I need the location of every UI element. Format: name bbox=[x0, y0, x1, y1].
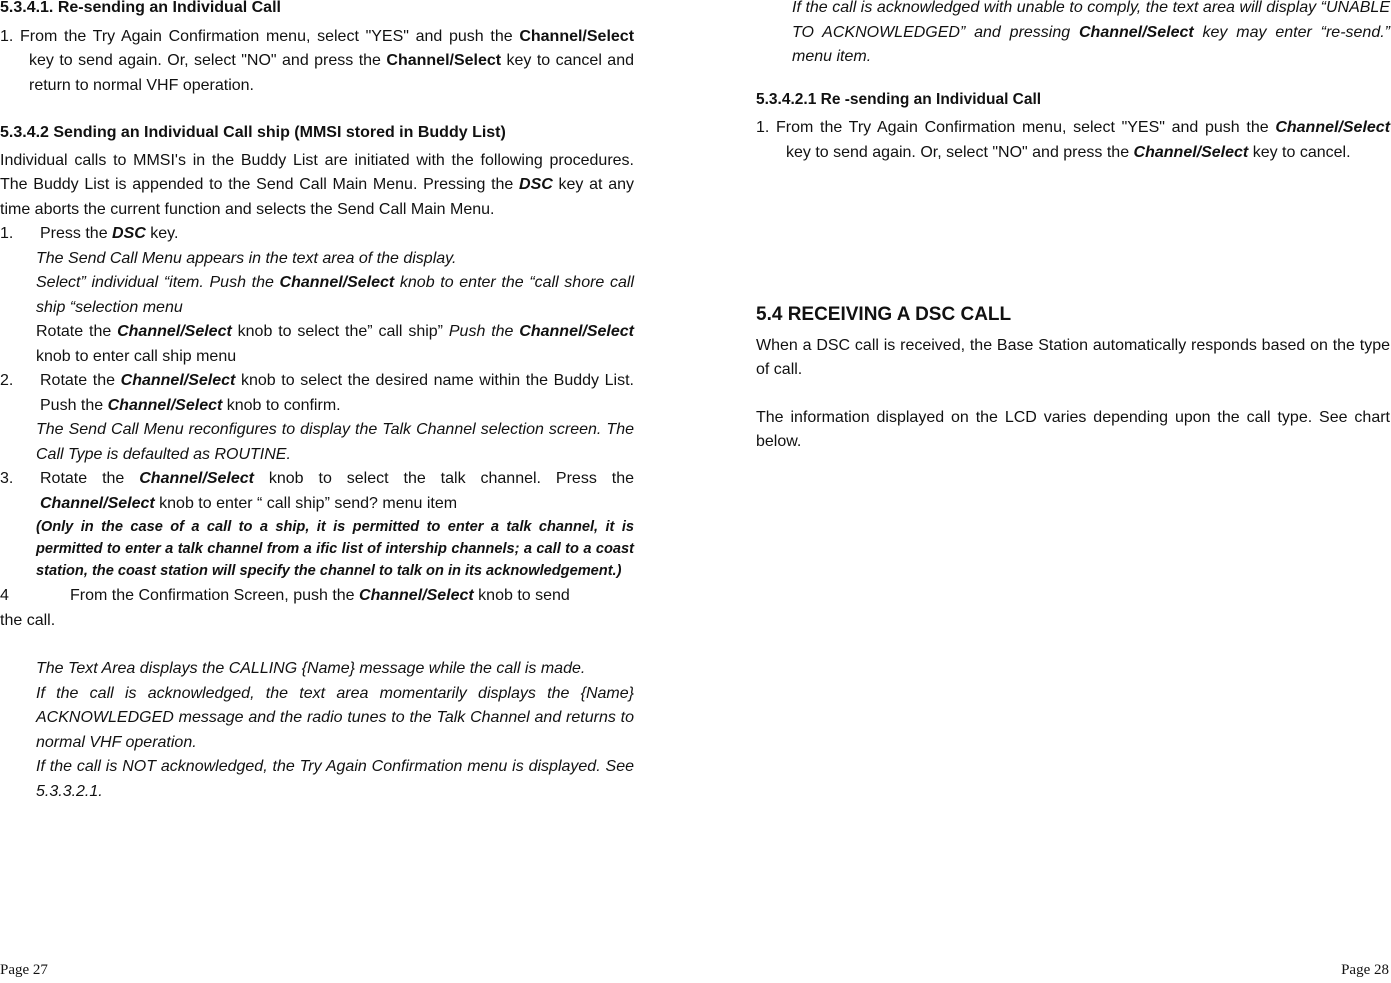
resend-text: key to send again. Or, select "NO" and press the bbox=[786, 143, 1130, 161]
step-text: knob to enter the “call shore call ship “selection menu bbox=[36, 274, 635, 316]
channel-select-label: Channel/Select bbox=[359, 587, 474, 604]
channel-select-label: Channel/Select bbox=[279, 274, 395, 291]
channel-select-label: Channel/Select bbox=[519, 323, 634, 340]
step-number: 1. bbox=[0, 225, 14, 242]
resend-text: 1. From the Try Again Confirmation menu, select "YES" and push the bbox=[756, 119, 1269, 136]
step-3 bbox=[0, 467, 634, 516]
left-page bbox=[0, 0, 634, 804]
step-2 bbox=[0, 369, 634, 418]
step-number: 2. bbox=[0, 372, 14, 389]
step-text: Rotate the bbox=[36, 323, 118, 340]
step-text: Push the bbox=[448, 323, 520, 340]
step-1 bbox=[0, 222, 634, 247]
step-1-rotate-text bbox=[0, 320, 634, 369]
step-text: Rotate the bbox=[40, 470, 140, 487]
intro-paragraph bbox=[0, 149, 634, 223]
step-text: knob to enter “ call ship” send? menu item bbox=[154, 494, 458, 512]
resend-text: key to send again. Or, select "NO" and press the bbox=[29, 52, 381, 69]
step-text: Press the bbox=[40, 225, 113, 242]
step-2-result: The Send Call Menu reconfigures to display the Talk Channel selection screen. The Call Type is defaulted as ROUTINE. bbox=[36, 421, 634, 463]
not-acknowledged-result: If the call is NOT acknowledged, the Try Again Confirmation menu is displayed. See 5.3.3.2.1. bbox=[36, 758, 634, 800]
step-text: knob to select the talk channel. Press the bbox=[253, 470, 634, 487]
intro-text: key at any time aborts the current function and selects the Send Call Main Menu. bbox=[0, 176, 634, 218]
step-text: knob to send bbox=[473, 587, 570, 604]
step-3-note: (Only in the case of a call to a ship, it is permitted to enter a talk channel, it is permitted to enter a talk channel from a ific list of intership channels; a call to a coast station, the coast station will specify the channel to talk on in its acknowledgement.) bbox=[36, 519, 634, 579]
channel-select-label: Channel/Select bbox=[1133, 143, 1249, 161]
dsc-key-label: DSC bbox=[519, 176, 553, 193]
step-number: 4 bbox=[0, 587, 9, 604]
acknowledged-result: If the call is acknowledged, the text area momentarily displays the {Name} ACKNOWLEDGED message and the radio tunes to the Talk Channel and returns to normal VHF operation. bbox=[36, 684, 634, 751]
channel-select-label: Channel/Select bbox=[1275, 119, 1391, 136]
channel-select-label: Channel/Select bbox=[117, 323, 232, 340]
section-heading-5-3-4-1: 5.3.4.1. Re-sending an Individual Call bbox=[0, 0, 281, 16]
lcd-paragraph: The information displayed on the LCD varies depending upon the call type. See chart below. bbox=[756, 408, 1390, 450]
channel-select-label: Channel/Select bbox=[120, 372, 236, 389]
step-4 bbox=[0, 584, 634, 609]
step-text: knob to select the desired name within the Buddy List. Push the bbox=[40, 372, 635, 414]
channel-select-label: Channel/Select bbox=[107, 396, 223, 414]
calling-result: The Text Area displays the CALLING {Name} message while the call is made. bbox=[36, 660, 586, 677]
intro-text: Individual calls to MMSI's in the Buddy List are initiated with the following procedures. The Buddy List is appended to the Send Call Main Menu. Pressing the bbox=[0, 151, 634, 193]
resend-text: 1. From the Try Again Confirmation menu, select "YES" and push the bbox=[0, 27, 513, 45]
unable-to-comply-text bbox=[756, 0, 1390, 70]
step-text: key may enter “re-send.” menu item. bbox=[792, 23, 1390, 65]
channel-select-label: Channel/Select bbox=[1078, 23, 1194, 41]
channel-select-label: Channel/Select bbox=[519, 27, 635, 45]
step-text: If the call is acknowledged with unable to comply, the text area will display “UNABLE TO ACKNOWLEDGED” and pressing bbox=[792, 0, 1390, 41]
step-number: 3. bbox=[0, 470, 14, 487]
step-text: From the Confirmation Screen, push the bbox=[70, 587, 360, 604]
page-number-left: Page 27 bbox=[0, 962, 48, 978]
step-4-continued: the call. bbox=[0, 611, 56, 629]
receiving-paragraph: When a DSC call is received, the Base Station automatically responds based on the type of call. bbox=[756, 336, 1390, 378]
channel-select-label: Channel/Select bbox=[386, 52, 502, 69]
channel-select-label: Channel/Select bbox=[139, 470, 254, 487]
resend-paragraph bbox=[756, 116, 1390, 165]
resend-text: key to cancel. bbox=[1248, 143, 1351, 161]
step-1-result: The Send Call Menu appears in the text area of the display. bbox=[36, 249, 457, 267]
resend-text: key to cancel and return to normal VHF operation. bbox=[29, 52, 634, 94]
page-number-right: Page 28 bbox=[1341, 962, 1389, 978]
step-text: knob to select the” call ship” bbox=[231, 323, 449, 340]
step-text: knob to confirm. bbox=[222, 396, 341, 414]
step-text: knob to enter call ship menu bbox=[36, 347, 237, 365]
section-heading-5-3-4-2: 5.3.4.2 Sending an Individual Call ship (MMSI stored in Buddy List) bbox=[0, 124, 506, 141]
step-text: Select” individual “item. Push the bbox=[36, 274, 280, 291]
section-heading-5-3-4-2-1: 5.3.4.2.1 Re -sending an Individual Call bbox=[756, 90, 1042, 108]
step-text: Rotate the bbox=[40, 372, 121, 389]
right-page bbox=[756, 0, 1390, 455]
dsc-key-label: DSC bbox=[112, 225, 146, 242]
channel-select-label: Channel/Select bbox=[40, 494, 155, 512]
step-1-select-text bbox=[0, 271, 634, 320]
step-text: key. bbox=[145, 225, 179, 242]
resend-paragraph bbox=[0, 25, 634, 99]
section-heading-5-4: 5.4 RECEIVING A DSC CALL bbox=[756, 304, 1012, 325]
